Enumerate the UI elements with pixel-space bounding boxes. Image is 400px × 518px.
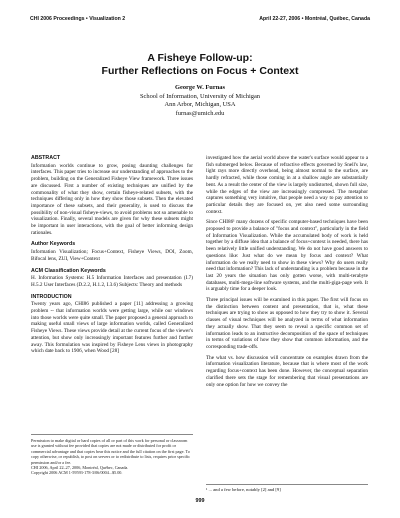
author-email: furnas@umich.edu <box>175 109 225 117</box>
acm-text: H. Information Systems: H.5 Information Interfaces and presentation (I.7) H.5.2 User Interfaces (D.2.2, H.1.2, I.3.6) Subjects: Theory and methods <box>31 275 193 288</box>
conference-info: CHI 2006, April 22–27, 2006, Montréal, Québec, Canada. <box>31 465 129 471</box>
paper-title <box>0 52 400 77</box>
right-paragraph-1: investigated how the aerial world above the water's surface would appear to a fish submerged below. Because of refractive effects governed by Snell's law, light rays more directly overhead, being almost normal to the surface, are hardly refracted, while those coming in at a shallow angle are substantially bent. As a result the center of the view is largely undistorted, shown full size, while the edges of the view are increasingly compressed. The metaphor captures something very intuitive, that people need a way to pay attention to particular details they are focused on, yet also need some surrounding context. <box>206 155 368 215</box>
abstract-heading: ABSTRACT <box>31 155 61 161</box>
right-paragraph-3: Three principal issues will be examined in this paper. The first will focus on the distinction between content and presentation, that is, what these techniques are trying to show as opposed to how they try to show it. Several classes of visual techniques will be analyzed in terms of what information they actually show. That they seem to reveal a specific common set of information leads to an instructive decomposition of the space of techniques in terms of variations of how they show that common information, and the corresponding trade-offs. <box>206 297 368 350</box>
author-address: Ann Arbor, Michigan, USA <box>164 101 236 109</box>
author-affiliation: School of Information, University of Michigan <box>140 92 260 100</box>
copyright-block <box>31 434 193 476</box>
title-line-1: A Fisheye Follow-up: <box>147 52 253 64</box>
title-line-2: Further Reflections on Focus + Context <box>101 64 299 77</box>
copyright-text: Permission to make digital or hard copies of all or part of this work for personal or classroom use is granted without fee provided that copies are not made or distributed for profit or commercial advantage and that copies bear this notice and the full citation on the first page. To copy otherwise, or republish, to post on servers or to redistribute to lists, requires prior specific permission and/or a fee. <box>31 438 191 465</box>
author-block <box>0 84 400 118</box>
author-name: George W. Furnas <box>175 84 225 91</box>
left-column <box>31 155 193 359</box>
right-paragraph-2: Since CHI86¹ many dozens of specific computer-based techniques have been proposed to provide a balance of "focus and context", particularly in the field of Information Visualization. While the accumulated body of work is held together by a diffuse idea that a balance of focus+context is needed, there has been relatively little unified understanding. We do not have good answers to questions like: Just what do we mean by focus and context? What information do we really need to show in these views? Why do users really need that information? This lack of understanding is a problem because in the last 20 years the situation has only gotten worse, with multi-terabyte databases, multi-mega-line software systems, and the multi-giga-page web. It is arguably time for a deeper look. <box>206 219 368 293</box>
header-right: April 22-27, 2006 • Montréal, Québec, Canada <box>259 16 370 22</box>
introduction-text: Twenty years ago, CHI86 published a paper [11] addressing a growing problem -- that information worlds were getting large, while our windows into those worlds were quite small. The paper proposed a general approach to making useful small views of large information worlds, called Generalized Fisheye Views. These views provide detail at the current focus of the viewer's attention, but show only increasingly important features further and further away. This formulation was inspired by Fisheye Lens views in photography which date back to 1906, when Wood [28] <box>31 301 193 355</box>
keywords-heading: Author Keywords <box>31 241 76 248</box>
page-number: 999 <box>195 498 205 504</box>
right-column <box>206 155 368 392</box>
acm-heading: ACM Classification Keywords <box>31 267 106 274</box>
keywords-text: Information Visualization; Focus+Context, Fisheye Views, DOI, Zoom, Bifocal lens, ZUI, View+Context <box>31 249 193 262</box>
running-header <box>30 16 370 22</box>
right-paragraph-4: The what vs. how discussion will concentrate on examples drawn from the information visualization literature, because that is where most of the work regarding focus+context has been done. However, the conceptual separation clarified there sets the stage for remembering that visual presentations are only one option for how we convey the <box>206 354 368 388</box>
abstract-text: Information worlds continue to grow, posing daunting challenges for interfaces. This paper tries to increase our understanding of approaches to the problem, building on the Generalized Fisheye View framework. Three issues are discussed. First a number of existing techniques are unified by the commonality of what they show, certain fisheye-related subsets, with the techniques differing only in how they show those subsets. Then the elevated importance of these subsets, and their generality, is used to discuss the possibility of non-visual fisheye-views, to avoid problems not so amenable to visualization. Finally, several models are given for why these subsets might be important in user interactions, with the goal of better informing design rationales. <box>31 162 193 236</box>
footnote: ¹ ... and a few before, notably [2] and [9] <box>206 484 368 493</box>
isbn-info: Copyright 2006 ACM 1-59593-178-3/06/0004...$5.00. <box>31 470 123 476</box>
introduction-heading: INTRODUCTION <box>31 293 72 300</box>
header-left: CHI 2006 Proceedings • Visualization 2 <box>30 16 126 22</box>
